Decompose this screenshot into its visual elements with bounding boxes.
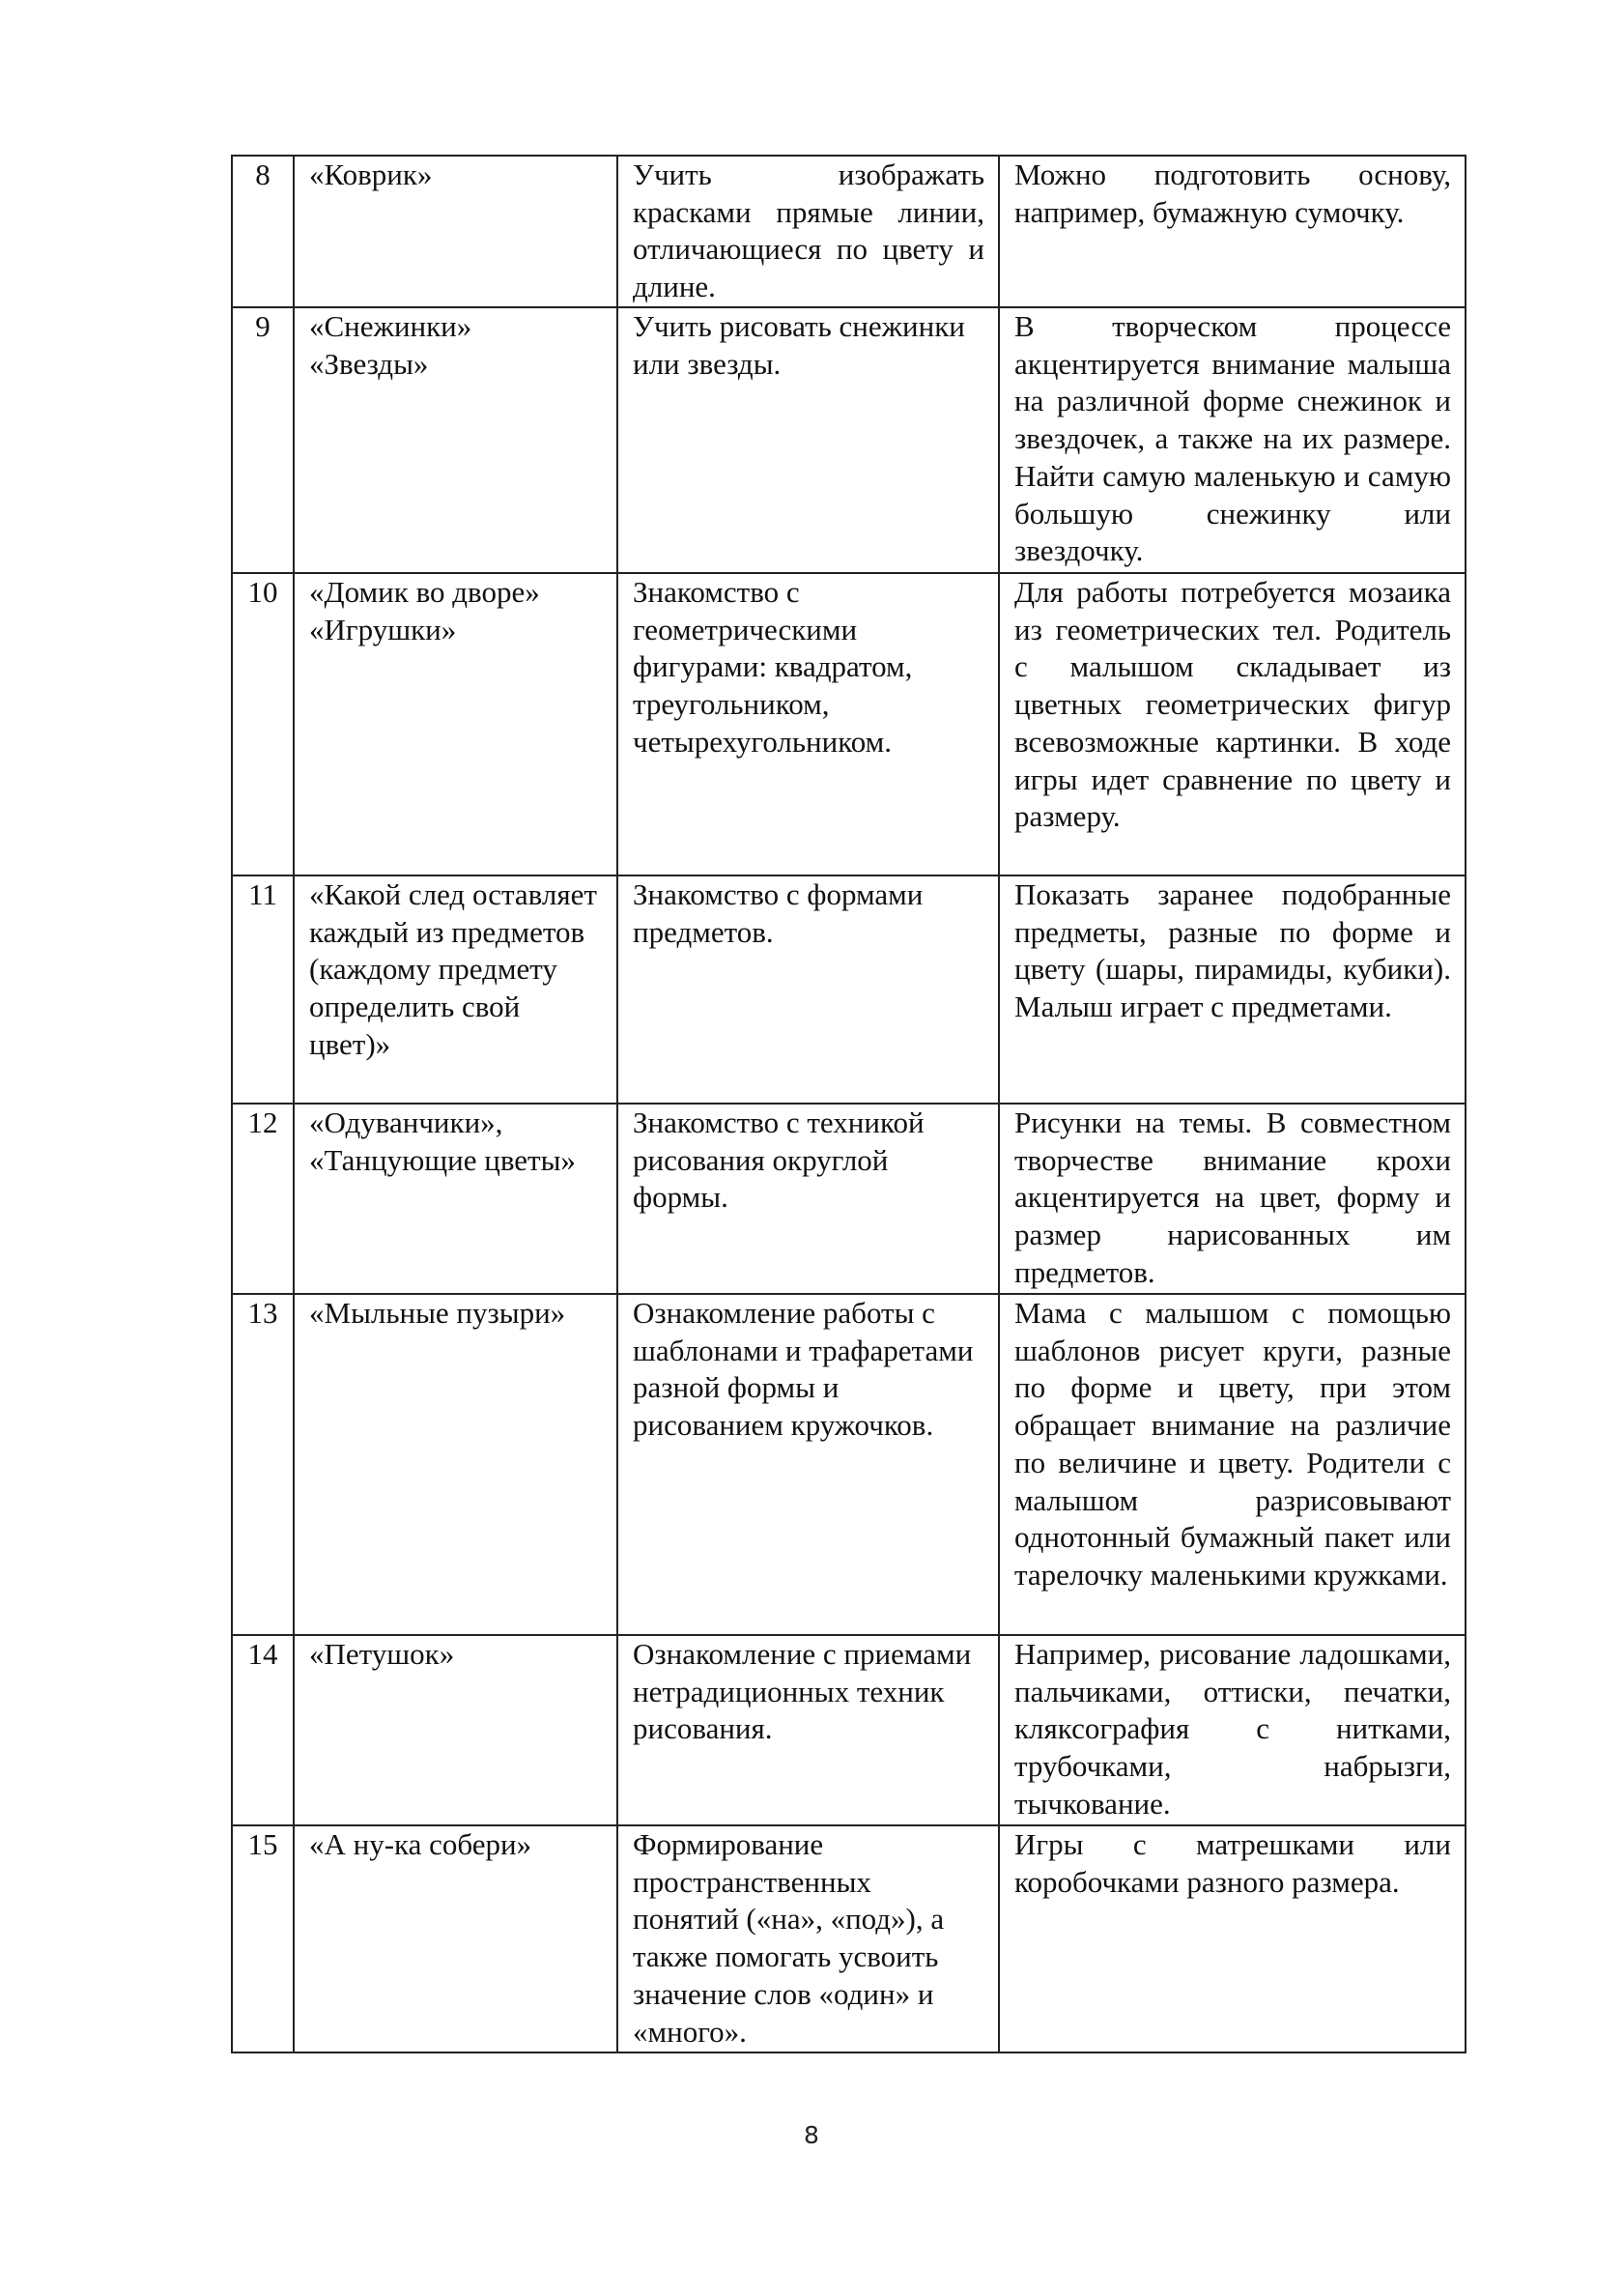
title-cell: «Мыльные пузыри» [294, 1294, 617, 1635]
note-cell: Мама с малышом с помощью шаблонов рисует круги, разные по форме и цвету, при этом обращает внимание на различие по величине и цвету. Родители с малышом разрисовывают однотонный бумажный пакет или тарелочку маленькими кружками. [999, 1294, 1466, 1635]
page-number: 8 [804, 2121, 819, 2149]
title-cell: «Одуванчики», «Танцующие цветы» [294, 1104, 617, 1294]
table-row [232, 875, 1466, 1104]
row-number-cell: 10 [232, 573, 294, 875]
title-cell: «Петушок» [294, 1635, 617, 1825]
note-cell: Показать заранее подобранные предметы, разные по форме и цвету (шары, пирамиды, кубики). Малыш играет с предметами. [999, 875, 1466, 1104]
goal-cell: Формирование пространственных понятий («на», «под»), а также помогать усвоить значение слов «один» и «много». [617, 1825, 999, 2052]
row-number-cell: 8 [232, 156, 294, 307]
table-row [232, 1635, 1466, 1825]
row-number-cell: 9 [232, 307, 294, 573]
title-cell: «Снежинки» «Звезды» [294, 307, 617, 573]
goal-cell: Учить рисовать снежинки или звезды. [617, 307, 999, 573]
goal-cell: Ознакомление работы с шаблонами и трафаретами разной формы и рисованием кружочков. [617, 1294, 999, 1635]
note-cell: Рисунки на темы. В совместном творчестве внимание крохи акцентируется на цвет, форму и размер нарисованных им предметов. [999, 1104, 1466, 1294]
goal-cell: Знакомство с формами предметов. [617, 875, 999, 1104]
note-cell: Можно подготовить основу, например, бумажную сумочку. [999, 156, 1466, 307]
goal-cell: Ознакомление с приемами нетрадиционных техник рисования. [617, 1635, 999, 1825]
title-cell: «Домик во дворе» «Игрушки» [294, 573, 617, 875]
goal-cell: Знакомство с техникой рисования округлой формы. [617, 1104, 999, 1294]
table-row [232, 1825, 1466, 2052]
title-cell: «Какой след оставляет каждый из предметов (каждому предмету определить свой цвет)» [294, 875, 617, 1104]
note-cell: Игры с матрешками или коробочками разного размера. [999, 1825, 1466, 2052]
table-row [232, 1294, 1466, 1635]
table-row [232, 573, 1466, 875]
note-cell: Например, рисование ладошками, пальчиками, оттиски, печатки, кляксография с нитками, трубочками, набрызги, тычкование. [999, 1635, 1466, 1825]
goal-cell: Учить изображать красками прямые линии, отличающиеся по цвету и длине. [617, 156, 999, 307]
row-number-cell: 11 [232, 875, 294, 1104]
row-number-cell: 14 [232, 1635, 294, 1825]
row-number-cell: 15 [232, 1825, 294, 2052]
note-cell: В творческом процессе акцентируется внимание малыша на различной форме снежинок и звездочек, а также на их размере. Найти самую маленькую и самую большую снежинку или звездочку. [999, 307, 1466, 573]
lesson-table [231, 155, 1466, 2053]
table-row [232, 307, 1466, 573]
goal-cell: Знакомство с геометрическими фигурами: квадратом, треугольником, четырехугольником. [617, 573, 999, 875]
row-number-cell: 12 [232, 1104, 294, 1294]
row-number-cell: 13 [232, 1294, 294, 1635]
table-row [232, 1104, 1466, 1294]
note-cell: Для работы потребуется мозаика из геометрических тел. Родитель с малышом складывает из цветных геометрических фигур всевозможные картинки. В ходе игры идет сравнение по цвету и размеру. [999, 573, 1466, 875]
title-cell: «Коврик» [294, 156, 617, 307]
table-row [232, 156, 1466, 307]
title-cell: «А ну-ка собери» [294, 1825, 617, 2052]
